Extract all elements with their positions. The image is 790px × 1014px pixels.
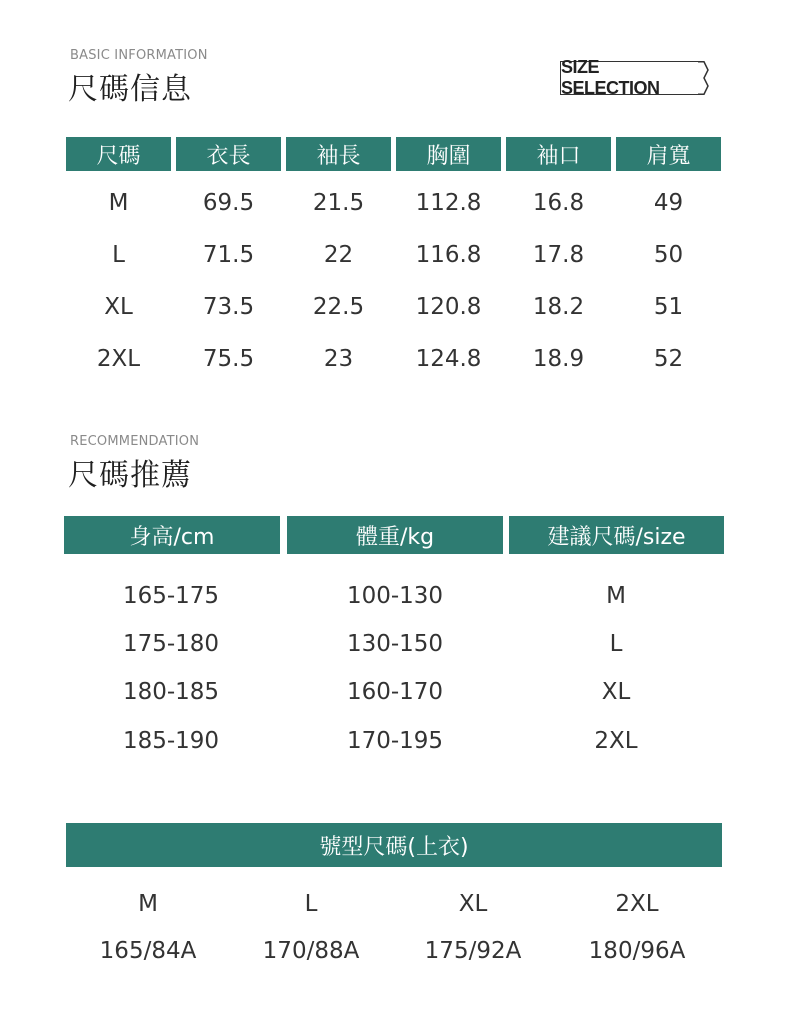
recommend-table-header-cell: 體重/kg (287, 516, 503, 554)
size-table-cell: 51 (653, 294, 684, 320)
size-code-cell: 180/96A (588, 938, 686, 964)
size-table-cell: 124.8 (415, 346, 482, 372)
size-selection-label: SIZE SELECTION (561, 57, 660, 98)
size-table-header-cell: 衣長 (176, 137, 281, 171)
badge-bracket-icon (698, 61, 710, 95)
size-code-cell: XL (458, 891, 488, 917)
size-table-header-cell: 袖長 (286, 137, 391, 171)
recommend-table-cell: 170-195 (346, 728, 444, 754)
size-code-cell: 165/84A (99, 938, 197, 964)
size-code-header-label: 號型尺碼(上衣) (319, 834, 469, 860)
size-table-cell: L (112, 242, 125, 268)
size-table-cell: 120.8 (415, 294, 482, 320)
size-code-cell: 175/92A (424, 938, 522, 964)
recommend-table-cell: XL (601, 679, 631, 705)
size-table-cell: 112.8 (415, 190, 482, 216)
section1-title: 尺碼信息 (68, 72, 192, 107)
size-table-header-cell: 袖口 (506, 137, 611, 171)
size-code-cell: 170/88A (262, 938, 360, 964)
size-code-cell: L (304, 891, 318, 917)
size-table-cell: 49 (653, 190, 684, 216)
recommend-table-cell: M (606, 583, 626, 609)
recommend-table-header-cell: 身高/cm (64, 516, 280, 554)
size-table-cell: 18.9 (532, 346, 585, 372)
size-table-cell: 116.8 (415, 242, 482, 268)
section2-eyebrow: RECOMMENDATION (70, 434, 200, 449)
size-table-cell: 73.5 (202, 294, 255, 320)
size-table-cell: XL (104, 294, 133, 320)
recommend-table-cell: L (609, 631, 623, 657)
recommend-table-cell: 2XL (594, 728, 638, 754)
size-table-cell: 71.5 (202, 242, 255, 268)
size-table-cell: 52 (653, 346, 684, 372)
size-table-cell: 75.5 (202, 346, 255, 372)
section1-eyebrow: BASIC INFORMATION (70, 48, 208, 63)
recommend-table-cell: 175-180 (122, 631, 220, 657)
size-code-header (66, 823, 722, 867)
size-table-cell: 22.5 (312, 294, 365, 320)
size-table-cell: 18.2 (532, 294, 585, 320)
size-table-cell: M (108, 190, 129, 216)
size-table-header-cell: 胸圍 (396, 137, 501, 171)
size-table-header-cell: 肩寬 (616, 137, 721, 171)
size-table-header-cell: 尺碼 (66, 137, 171, 171)
size-selection-badge (560, 57, 700, 98)
recommend-table-cell: 100-130 (346, 583, 444, 609)
recommend-table-cell: 160-170 (346, 679, 444, 705)
recommend-table-cell: 165-175 (122, 583, 220, 609)
size-table-cell: 16.8 (532, 190, 585, 216)
size-table-cell: 17.8 (532, 242, 585, 268)
size-table-cell: 69.5 (202, 190, 255, 216)
size-table-cell: 2XL (96, 346, 141, 372)
section2-title: 尺碼推薦 (68, 458, 192, 493)
size-code-cell: M (138, 891, 158, 917)
recommend-table-cell: 185-190 (122, 728, 220, 754)
size-table-cell: 23 (323, 346, 354, 372)
recommend-table-header-cell: 建議尺碼/size (509, 516, 724, 554)
size-table-cell: 50 (653, 242, 684, 268)
recommend-table-cell: 180-185 (122, 679, 220, 705)
size-table-cell: 21.5 (312, 190, 365, 216)
size-table-cell: 22 (323, 242, 354, 268)
recommend-table-cell: 130-150 (346, 631, 444, 657)
size-code-cell: 2XL (615, 891, 659, 917)
